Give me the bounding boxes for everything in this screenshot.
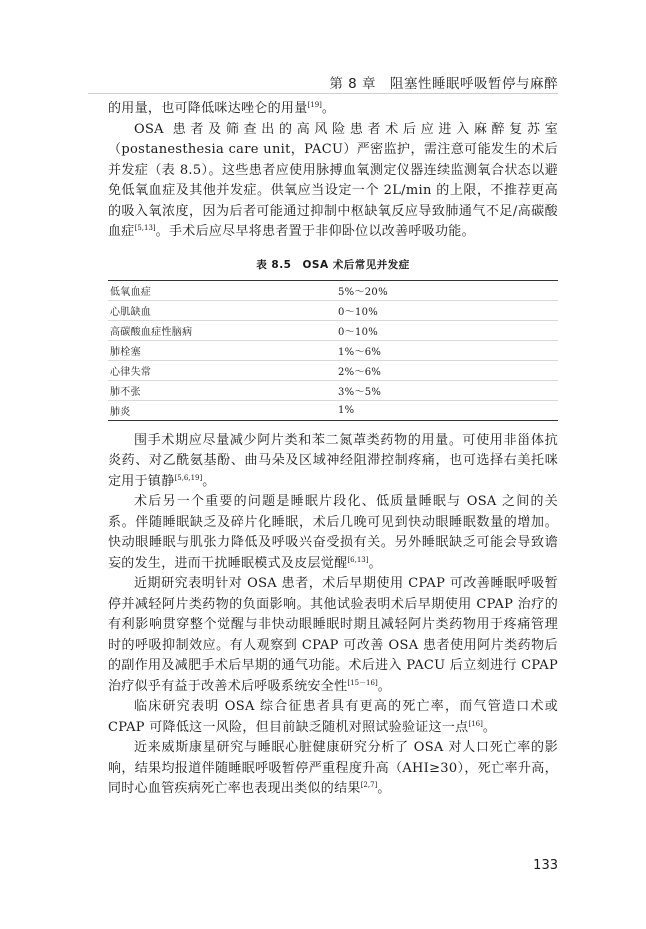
table-caption: 表 8.5 OSA 术后常见并发症 [256,258,410,271]
paragraph [108,120,558,243]
paragraph [108,431,558,493]
complication-name: 肺栓塞 [108,340,336,360]
table-row [108,340,558,360]
text-run: 。 [202,473,216,489]
header-rule [88,93,558,94]
paragraph [108,492,558,574]
table-row [108,400,558,420]
paragraph [108,99,558,120]
complication-name: 心肌缺血 [108,300,336,320]
complication-name: 心律失常 [108,360,336,380]
paragraph [108,738,558,800]
text-run: 临床研究表明 OSA 综合征患者具有更高的死亡率，而气管造口术或 CPAP 可降低这一风险，但目前缺乏随机对照试验验证这一点 [108,699,558,735]
incidence-value: 1%～6% [336,340,558,360]
citation: [19] [307,101,322,109]
citation: [16] [468,719,483,728]
text-run: 近期研究表明针对 OSA 患者，术后早期使用 CPAP 可改善睡眠呼吸暂停并减轻阿片类药物的负面影响。其他试验表明术后早期使用 CPAP 治疗的有利影响贯穿整个觉醒与非快动眼睡眠时期且减轻阿片类药物用于疼痛管理时的呼吸抑制效应。有人观察到 CPAP 可改善 OSA 患者使用阿片类药物后的副作用及减肥手术后早期的通气功能。术后进入 PACU 后立刻进行 CPAP 治疗似乎有益于改善术后呼吸系统安全性 [108,576,558,694]
text-run: 。手术后应尽早将患者置于非仰卧位以改善呼吸功能。 [155,224,475,239]
text-run: 。 [377,781,391,796]
table-row [108,280,558,300]
complication-name: 高碳酸血症性脑病 [108,320,336,340]
body-text-after-table [108,431,558,800]
text-run: 围手术期应尽量减少阿片类和苯二氮䓬类药物的用量。可使用非甾体抗炎药、对乙酰氨基酚、曲马朵及区域神经阻滞控制疼痛，也可选择右美托咪定用于镇静 [108,432,558,489]
incidence-value: 1% [338,404,355,416]
citation: [2,7] [360,781,378,789]
text-run: 。 [482,719,497,735]
incidence-value: 0～10% [336,300,558,320]
running-header: 第 8 章 阻塞性睡眠呼吸暂停与麻醉 [329,76,558,92]
complication-name: 低氧血症 [108,280,336,300]
incidence-value: 2%～6% [336,360,558,380]
incidence-value: 3%～5% [336,380,558,400]
citation: [15－16] [347,678,378,687]
complication-name: 肺炎 [110,406,131,418]
text-run: 。 [321,101,336,116]
paragraph [108,574,558,697]
text-run: 。 [368,555,382,571]
page-content [108,99,558,800]
paragraph [108,697,558,738]
incidence-value: 5%～20% [336,280,558,300]
complications-table [108,280,558,421]
citation: [6,13] [347,555,369,564]
body-text-before-table [108,99,558,243]
table-row [108,300,558,320]
citation: [5,6,19] [174,473,203,482]
table-row [108,320,558,340]
text-run: 术后另一个重要的问题是睡眠片段化、低质量睡眠与 OSA 之间的关系。伴随睡眠缺乏及碎片化睡眠，术后几晚可见到快动眼睡眠数量的增加。快动眼睡眠与肌张力降低及呼吸兴奋受损有关。另外睡眠缺乏可能会导致谵妄的发生，进而干扰睡眠模式及皮层觉醒 [108,494,558,571]
complication-name: 肺不张 [108,380,336,400]
text-run: 近来威斯康星研究与睡眠心脏健康研究分析了 OSA 对人口死亡率的影响，结果均报道伴随睡眠呼吸暂停严重程度升高（AHI≥30），死亡率升高，同时心血管疾病死亡率也表现出类似的结果 [108,740,558,796]
table-row [108,360,558,380]
incidence-value: 0～10% [336,320,558,340]
citation: [5,13] [134,224,156,232]
text-run: 的用量，也可降低咪达唑仑的用量 [108,101,308,116]
text-run: OSA 患者及筛查出的高风险患者术后应进入麻醉复苏室（postanesthesia care unit，PACU）严密监护，需注意可能发生的术后并发症（表 8.5）。这些患者应使用脉搏血氧测定仪器连续监测氧合状态以避免低氧血症及其他并发症。供氧应当设定一个 2L/min 的上限，不推荐更高的吸入氧浓度，因为后者可能通过抑制中枢缺氧反应导致肺通气不足/高碳酸血症 [108,121,558,239]
text-run: 。 [377,678,391,694]
page-number: 133 [533,858,558,873]
table-row [108,380,558,400]
